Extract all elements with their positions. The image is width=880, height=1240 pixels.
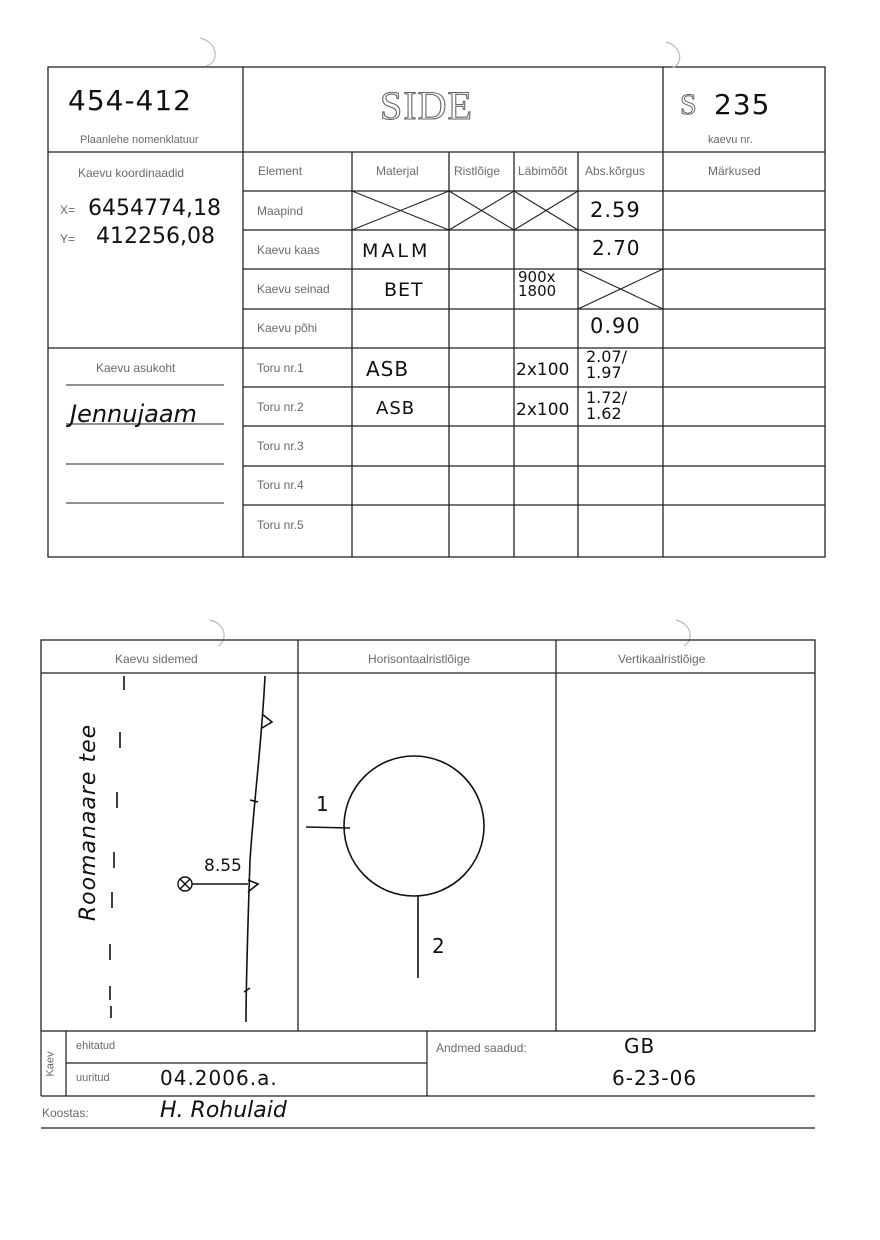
col-header-diameter: Läbimõõt bbox=[518, 164, 568, 178]
y-coordinate: 412256,08 bbox=[96, 224, 215, 249]
compiled-by: H. Rohulaid bbox=[160, 1098, 287, 1123]
row-element-label: Kaevu põhi bbox=[257, 321, 318, 335]
row-element-label: Kaevu kaas bbox=[257, 243, 320, 257]
nomenclature-value: 454-412 bbox=[68, 84, 192, 117]
col-header-element: Element bbox=[258, 164, 303, 178]
sketch-col-header-horizontal: Horisontaalristlõige bbox=[368, 652, 471, 666]
location-label: Kaevu asukoht bbox=[96, 361, 176, 375]
col-header-cross-section: Ristlõige bbox=[454, 164, 501, 178]
row-element-label: Toru nr.5 bbox=[257, 518, 304, 532]
well-prefix: S bbox=[680, 88, 697, 121]
cell-material: ASB bbox=[366, 357, 410, 381]
nomenclature-label: Plaanlehe nomenklatuur bbox=[80, 134, 199, 146]
y-label: Y= bbox=[60, 232, 76, 246]
cell-diameter: 900x 1800 bbox=[518, 268, 557, 300]
coords-label: Kaevu koordinaadid bbox=[78, 166, 185, 180]
distance-label: 8.55 bbox=[204, 856, 242, 876]
row-element-label: Toru nr.1 bbox=[257, 361, 304, 375]
data-received-by: GB bbox=[624, 1034, 656, 1058]
col-header-material: Materjal bbox=[376, 164, 419, 178]
location-value: Jennujaam bbox=[70, 400, 197, 428]
inspected-value: 04.2006.a. bbox=[160, 1066, 278, 1090]
col-header-abs-height: Abs.kõrgus bbox=[585, 164, 646, 178]
compiled-label: Koostas: bbox=[42, 1106, 89, 1120]
sketch-col-header-vertical: Vertikaalristlõige bbox=[618, 652, 706, 666]
row-element-label: Maapind bbox=[257, 204, 304, 218]
inspected-label: uuritud bbox=[76, 1072, 110, 1084]
row-element-label: Toru nr.2 bbox=[257, 400, 304, 414]
pipe-1-label: 1 bbox=[316, 792, 330, 816]
x-coordinate: 6454774,18 bbox=[88, 196, 221, 221]
street-name: Roomanaare tee bbox=[76, 723, 102, 922]
sketch-col-header-connections: Kaevu sidemed bbox=[115, 652, 198, 666]
cell-diameter: 2x100 bbox=[516, 360, 570, 380]
cell-diameter: 2x100 bbox=[516, 400, 570, 420]
cell-abs-height: 2.59 bbox=[590, 198, 641, 222]
well-year-label: Kaev bbox=[44, 1051, 57, 1077]
data-received-label: Andmed saadud: bbox=[436, 1041, 527, 1055]
cell-material: ASB bbox=[376, 398, 416, 419]
row-element-label: Kaevu seinad bbox=[257, 282, 330, 296]
cell-material: MALM bbox=[362, 240, 431, 262]
well-number-label: kaevu nr. bbox=[708, 134, 753, 146]
cell-material: BET bbox=[384, 279, 424, 301]
cell-abs-height: 2.07/ 1.97 bbox=[586, 347, 628, 382]
data-received-date: 6-23-06 bbox=[612, 1066, 698, 1090]
well-number-value: 235 bbox=[714, 88, 771, 121]
row-element-label: Toru nr.4 bbox=[257, 478, 304, 492]
cell-abs-height: 2.70 bbox=[592, 236, 641, 260]
row-element-label: Toru nr.3 bbox=[257, 439, 304, 453]
x-label: X= bbox=[60, 203, 76, 217]
pipe-2-label: 2 bbox=[432, 934, 446, 958]
col-header-remarks: Märkused bbox=[708, 164, 761, 178]
cell-abs-height: 0.90 bbox=[590, 314, 641, 338]
cell-abs-height: 1.72/ 1.62 bbox=[586, 388, 628, 423]
built-label: ehitatud bbox=[76, 1040, 116, 1052]
page-title: SIDE bbox=[380, 83, 473, 128]
